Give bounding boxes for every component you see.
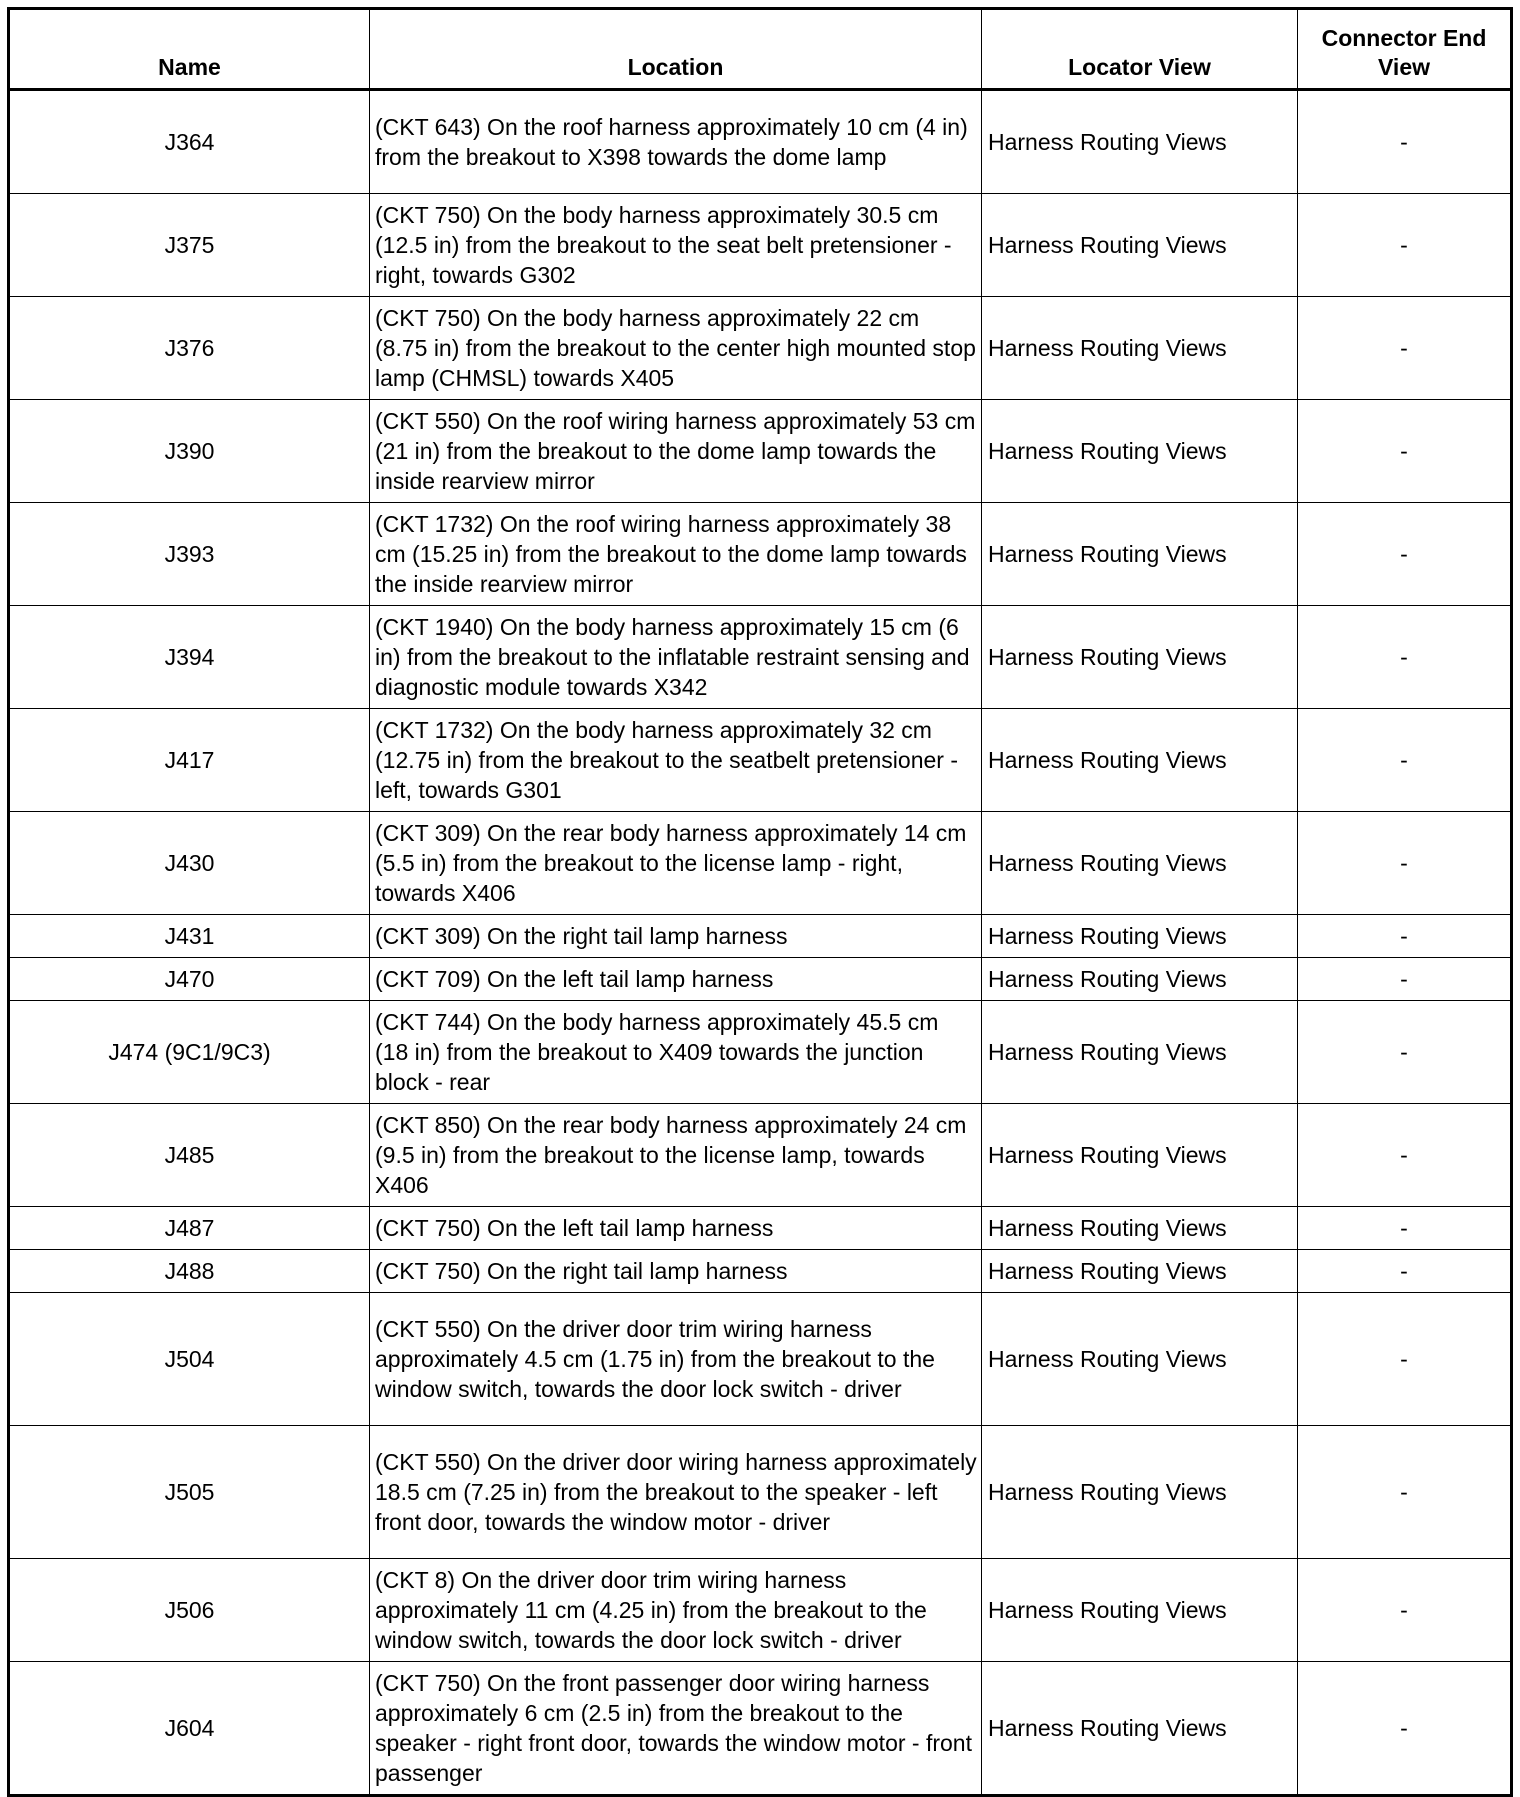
cell-connector-end-view: - — [1298, 503, 1512, 606]
table-row — [9, 297, 1512, 400]
cell-name: J488 — [9, 1250, 370, 1293]
cell-name: J604 — [9, 1662, 370, 1796]
cell-connector-end-view: - — [1298, 400, 1512, 503]
cell-locator-view: Harness Routing Views — [982, 709, 1298, 812]
cell-locator-view: Harness Routing Views — [982, 1104, 1298, 1207]
cell-location: (CKT 750) On the body harness approximately 22 cm (8.75 in) from the breakout to the center high mounted stop lamp (CHMSL) towards X405 — [370, 297, 982, 400]
table-row — [9, 1207, 1512, 1250]
cell-connector-end-view: - — [1298, 1104, 1512, 1207]
cell-locator-view: Harness Routing Views — [982, 812, 1298, 915]
cell-connector-end-view: - — [1298, 1207, 1512, 1250]
table-header — [9, 9, 1512, 90]
cell-name: J485 — [9, 1104, 370, 1207]
cell-locator-view: Harness Routing Views — [982, 1662, 1298, 1796]
table-row — [9, 606, 1512, 709]
cell-locator-view: Harness Routing Views — [982, 90, 1298, 194]
cell-connector-end-view: - — [1298, 1662, 1512, 1796]
cell-locator-view: Harness Routing Views — [982, 194, 1298, 297]
cell-locator-view: Harness Routing Views — [982, 1207, 1298, 1250]
cell-locator-view: Harness Routing Views — [982, 1001, 1298, 1104]
cell-connector-end-view: - — [1298, 1293, 1512, 1426]
cell-connector-end-view: - — [1298, 812, 1512, 915]
cell-connector-end-view: - — [1298, 958, 1512, 1001]
table-row — [9, 194, 1512, 297]
cell-location: (CKT 643) On the roof harness approximately 10 cm (4 in) from the breakout to X398 towards the dome lamp — [370, 90, 982, 194]
cell-locator-view: Harness Routing Views — [982, 1250, 1298, 1293]
cell-location: (CKT 550) On the driver door trim wiring harness approximately 4.5 cm (1.75 in) from the breakout to the window switch, towards the door lock switch - driver — [370, 1293, 982, 1426]
cell-locator-view: Harness Routing Views — [982, 606, 1298, 709]
cell-name: J504 — [9, 1293, 370, 1426]
cell-name: J364 — [9, 90, 370, 194]
header-name: Name — [9, 9, 370, 90]
cell-name: J417 — [9, 709, 370, 812]
cell-connector-end-view: - — [1298, 90, 1512, 194]
cell-connector-end-view: - — [1298, 606, 1512, 709]
cell-name: J487 — [9, 1207, 370, 1250]
cell-name: J375 — [9, 194, 370, 297]
cell-locator-view: Harness Routing Views — [982, 1293, 1298, 1426]
cell-locator-view: Harness Routing Views — [982, 297, 1298, 400]
table-row — [9, 90, 1512, 194]
header-location: Location — [370, 9, 982, 90]
cell-location: (CKT 1940) On the body harness approximately 15 cm (6 in) from the breakout to the inflatable restraint sensing and diagnostic module towards X342 — [370, 606, 982, 709]
cell-name: J376 — [9, 297, 370, 400]
cell-connector-end-view: - — [1298, 915, 1512, 958]
table-row — [9, 400, 1512, 503]
cell-location: (CKT 750) On the right tail lamp harness — [370, 1250, 982, 1293]
cell-location: (CKT 744) On the body harness approximately 45.5 cm (18 in) from the breakout to X409 towards the junction block - rear — [370, 1001, 982, 1104]
cell-connector-end-view: - — [1298, 1559, 1512, 1662]
cell-locator-view: Harness Routing Views — [982, 400, 1298, 503]
cell-location: (CKT 750) On the left tail lamp harness — [370, 1207, 982, 1250]
cell-name: J430 — [9, 812, 370, 915]
cell-location: (CKT 850) On the rear body harness approximately 24 cm (9.5 in) from the breakout to the license lamp, towards X406 — [370, 1104, 982, 1207]
cell-name: J390 — [9, 400, 370, 503]
cell-locator-view: Harness Routing Views — [982, 503, 1298, 606]
cell-location: (CKT 8) On the driver door trim wiring harness approximately 11 cm (4.25 in) from the breakout to the window switch, towards the door lock switch - driver — [370, 1559, 982, 1662]
cell-name: J470 — [9, 958, 370, 1001]
header-locator-view: Locator View — [982, 9, 1298, 90]
table-row — [9, 958, 1512, 1001]
cell-locator-view: Harness Routing Views — [982, 915, 1298, 958]
cell-name: J394 — [9, 606, 370, 709]
table-row — [9, 709, 1512, 812]
cell-name: J474 (9C1/9C3) — [9, 1001, 370, 1104]
table-row — [9, 1104, 1512, 1207]
cell-location: (CKT 750) On the front passenger door wiring harness approximately 6 cm (2.5 in) from the breakout to the speaker - right front door, towards the window motor - front passenger — [370, 1662, 982, 1796]
cell-connector-end-view: - — [1298, 194, 1512, 297]
cell-connector-end-view: - — [1298, 1001, 1512, 1104]
table-row — [9, 1250, 1512, 1293]
table-row — [9, 1426, 1512, 1559]
splice-location-table — [7, 7, 1513, 1797]
cell-location: (CKT 309) On the right tail lamp harness — [370, 915, 982, 958]
cell-connector-end-view: - — [1298, 1250, 1512, 1293]
header-connector-end-view: Connector End View — [1298, 9, 1512, 90]
cell-location: (CKT 309) On the rear body harness approximately 14 cm (5.5 in) from the breakout to the license lamp - right, towards X406 — [370, 812, 982, 915]
cell-location: (CKT 750) On the body harness approximately 30.5 cm (12.5 in) from the breakout to the seat belt pretensioner - right, towards G302 — [370, 194, 982, 297]
cell-locator-view: Harness Routing Views — [982, 958, 1298, 1001]
table-row — [9, 1001, 1512, 1104]
cell-locator-view: Harness Routing Views — [982, 1559, 1298, 1662]
cell-name: J506 — [9, 1559, 370, 1662]
table-row — [9, 1293, 1512, 1426]
cell-location: (CKT 1732) On the body harness approximately 32 cm (12.75 in) from the breakout to the seatbelt pretensioner - left, towards G301 — [370, 709, 982, 812]
cell-name: J393 — [9, 503, 370, 606]
cell-location: (CKT 550) On the roof wiring harness approximately 53 cm (21 in) from the breakout to the dome lamp towards the inside rearview mirror — [370, 400, 982, 503]
cell-connector-end-view: - — [1298, 297, 1512, 400]
table-row — [9, 812, 1512, 915]
cell-name: J431 — [9, 915, 370, 958]
cell-connector-end-view: - — [1298, 709, 1512, 812]
cell-locator-view: Harness Routing Views — [982, 1426, 1298, 1559]
cell-name: J505 — [9, 1426, 370, 1559]
table-body — [9, 90, 1512, 1796]
table-row — [9, 915, 1512, 958]
cell-location: (CKT 550) On the driver door wiring harness approximately 18.5 cm (7.25 in) from the breakout to the speaker - left front door, towards the window motor - driver — [370, 1426, 982, 1559]
cell-location: (CKT 709) On the left tail lamp harness — [370, 958, 982, 1001]
header-row — [9, 9, 1512, 90]
table-row — [9, 1559, 1512, 1662]
cell-connector-end-view: - — [1298, 1426, 1512, 1559]
table-row — [9, 503, 1512, 606]
table-row — [9, 1662, 1512, 1796]
cell-location: (CKT 1732) On the roof wiring harness approximately 38 cm (15.25 in) from the breakout to the dome lamp towards the inside rearview mirror — [370, 503, 982, 606]
